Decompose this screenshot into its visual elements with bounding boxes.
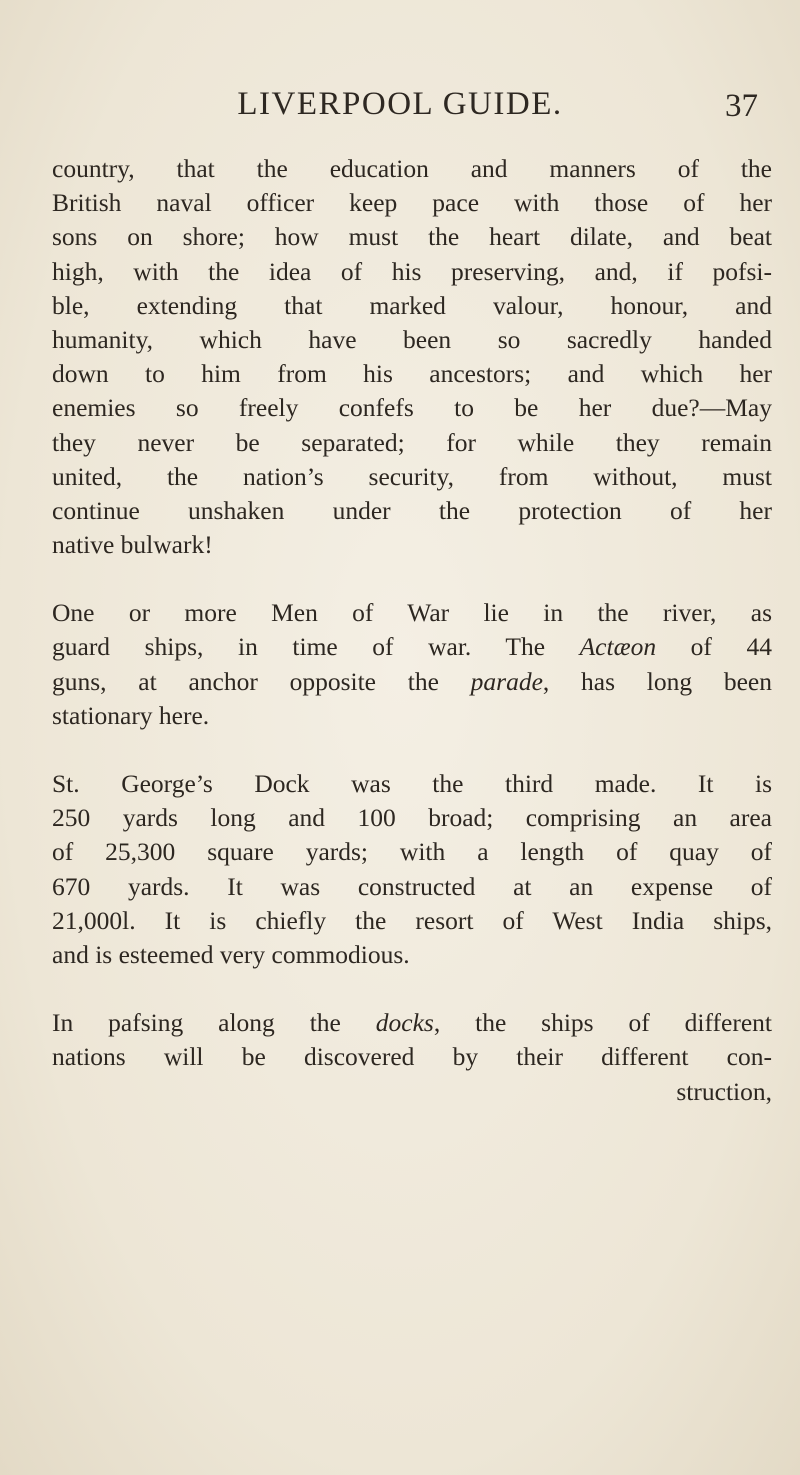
text-line: [52, 665, 772, 699]
page-number: 37: [725, 88, 758, 124]
text-line: of 25,300 square yards; with a length of quay of: [52, 837, 772, 867]
text-line: [52, 1006, 772, 1040]
text-line: [52, 699, 772, 733]
paragraph-4: [52, 1006, 772, 1109]
paragraph-1: [52, 152, 772, 562]
text-line: [52, 1075, 772, 1109]
text-line: 670 yards. It was constructed at an expense of: [52, 871, 772, 901]
text-line: high, with the idea of his preserving, and, if pofsi-: [52, 256, 772, 286]
text-run: In pafsing along the: [52, 1008, 376, 1038]
text-line: [52, 630, 772, 664]
text-line: continue unshaken under the protection of her: [52, 495, 772, 525]
text-line: 21,000l. It is chiefly the resort of West India ships,: [52, 905, 772, 935]
text-line: St. George’s Dock was the third made. It is: [52, 769, 772, 798]
text-run: guard ships, in time of war. The: [52, 632, 580, 662]
text-run: guns, at anchor opposite the: [52, 666, 471, 696]
text-run: of 44: [656, 632, 772, 662]
text-line: ble, extending that marked valour, honour, and: [52, 290, 772, 320]
text-line: country, that the education and manners of the: [52, 154, 772, 183]
text-line: and is esteemed very commodious.: [52, 939, 410, 969]
text-run: , has long been: [542, 666, 772, 696]
emphasis-word: docks: [375, 1008, 434, 1038]
text-line: 250 yards long and 100 broad; comprising an area: [52, 803, 772, 833]
text-line: native bulwark!: [52, 530, 213, 560]
text-line: [52, 596, 772, 630]
emphasis-word: parade: [470, 666, 543, 696]
text-line: sons on shore; how must the heart dilate, and beat: [52, 222, 772, 252]
text-run: nations will be discovered by their different con-: [52, 1042, 772, 1072]
paragraph-2: [52, 596, 772, 733]
body-text: [52, 152, 772, 1109]
page-header: [0, 86, 800, 130]
text-line: united, the nation’s security, from without, must: [52, 461, 772, 491]
text-run: stationary here.: [52, 700, 210, 730]
text-line: down to him from his ancestors; and which her: [52, 359, 772, 389]
running-title: LIVERPOOL GUIDE.: [237, 86, 563, 122]
ship-name: Actæon: [579, 632, 657, 662]
paragraph-3: [52, 767, 772, 972]
text-line: enemies so freely confefs to be her due?—May: [52, 393, 772, 423]
text-run: One or more Men of War lie in the river, as: [52, 598, 772, 628]
text-run: struction,: [676, 1076, 772, 1106]
text-line: British naval officer keep pace with those of her: [52, 188, 772, 218]
text-run: , the ships of different: [433, 1008, 772, 1038]
text-line: [52, 1040, 772, 1074]
text-line: they never be separated; for while they remain: [52, 427, 772, 457]
text-line: humanity, which have been so sacredly handed: [52, 324, 772, 354]
